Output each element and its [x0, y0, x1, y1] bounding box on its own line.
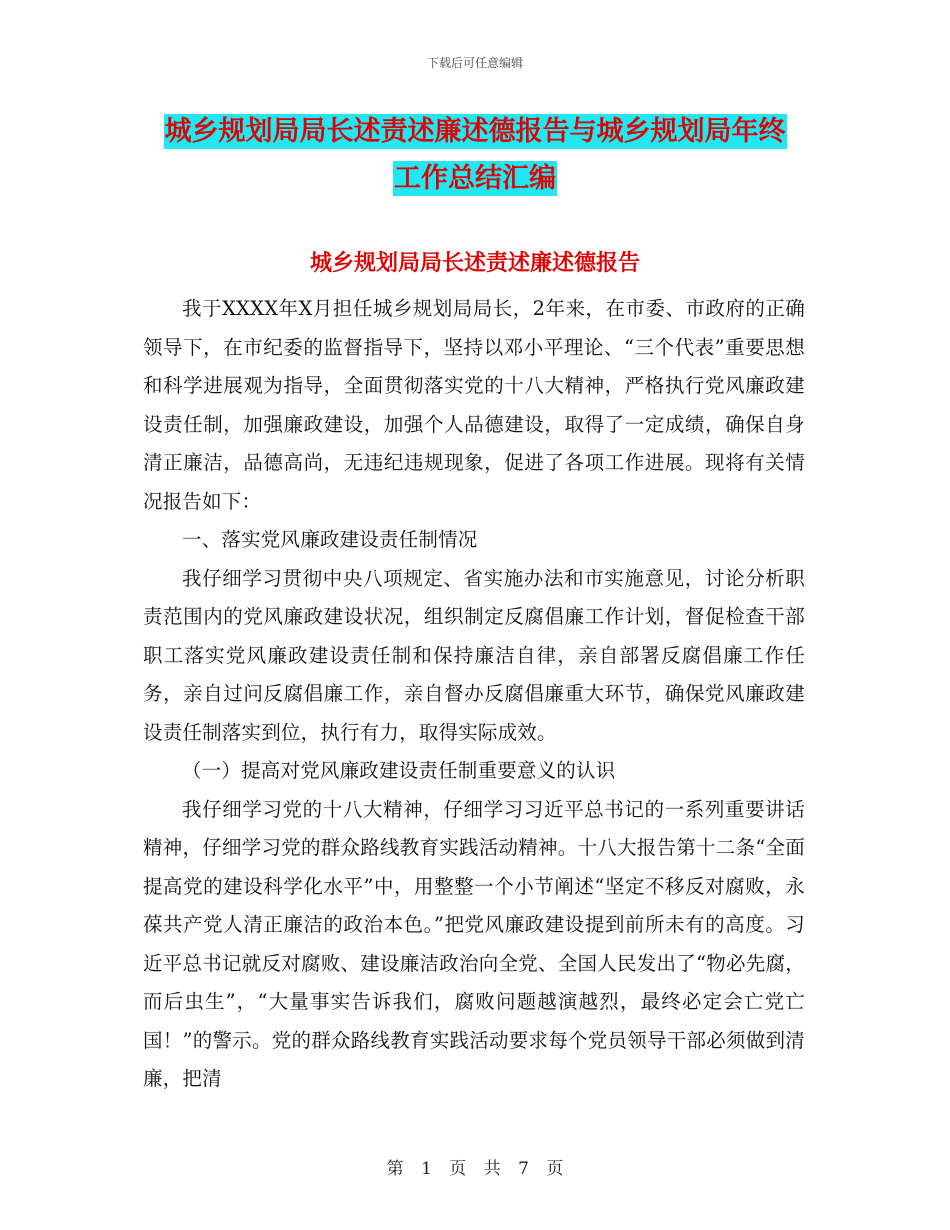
- section-title: 城乡规划局局长述责述廉述德报告: [309, 251, 640, 276]
- footer-mid1: 页: [449, 1159, 467, 1179]
- heading-subsection-1: （一）提高对党风廉政建设责任制重要意义的认识: [182, 759, 616, 782]
- footer-prefix: 第: [386, 1159, 404, 1179]
- paragraph-intro: 我于XXXX年X月担任城乡规划局局长，2年来，在市委、市政府的正确领导下，在市纪委的监督指导下，坚持以邓小平理论、“三个代表”重要思想和科学进展观为指导，全面贯彻落实党的十八大精神，严格执行党风廉政建设责任制，加强廉政建设，加强个人品德建设，取得了一定成绩，确保自身清正廉洁，品德高尚，无违纪违规现象，促进了各项工作进展。现将有关情况报告如下：: [143, 297, 805, 513]
- page-footer: [0, 1154, 950, 1179]
- document-title-line-1: 城乡规划局局长述责述廉述德报告与城乡规划局年终: [164, 116, 786, 147]
- footer-page-number: 1: [421, 1159, 432, 1179]
- footer-total-pages: 7: [518, 1159, 529, 1179]
- document-title-line-2: 工作总结汇编: [394, 163, 556, 194]
- footer-suffix: 页: [546, 1159, 564, 1179]
- heading-section-1: 一、落实党风廉政建设责任制情况: [182, 528, 478, 551]
- paragraph-subsection-1: 我仔细学习党的十八大精神，仔细学习习近平总书记的一系列重要讲话精神，仔细学习党的群众路线教育实践活动精神。十八大报告第十二条“全面提高党的建设科学化水平”中，用整整一个小节阐述“坚定不移反对腐败，永葆共产党人清正廉洁的政治本色。”把党风廉政建设提到前所未有的高度。习近平总书记就反对腐败、建设廉洁政治向全党、全国人民发出了“物必先腐，而后虫生”，“大量事实告诉我们，腐败问题越演越烈，最终必定会亡党亡国！”的警示。党的群众路线教育实践活动要求每个党员领导干部必须做到清廉，把清: [143, 797, 805, 1090]
- document-title: [0, 108, 950, 202]
- paragraph-section-1: 我仔细学习贯彻中央八项规定、省实施办法和市实施意见，讨论分析职责范围内的党风廉政建设状况，组织制定反腐倡廉工作计划，督促检查干部职工落实党风廉政建设责任制和保持廉洁自律，亲自部署反腐倡廉工作任务，亲自过问反腐倡廉工作，亲自督办反腐倡廉重大环节，确保党风廉政建设责任制落实到位，执行有力，取得实际成效。: [143, 566, 805, 744]
- document-body: [143, 290, 805, 1099]
- footer-mid2: 共: [483, 1159, 501, 1179]
- page-header-note: 下载后可任意编辑: [426, 56, 523, 70]
